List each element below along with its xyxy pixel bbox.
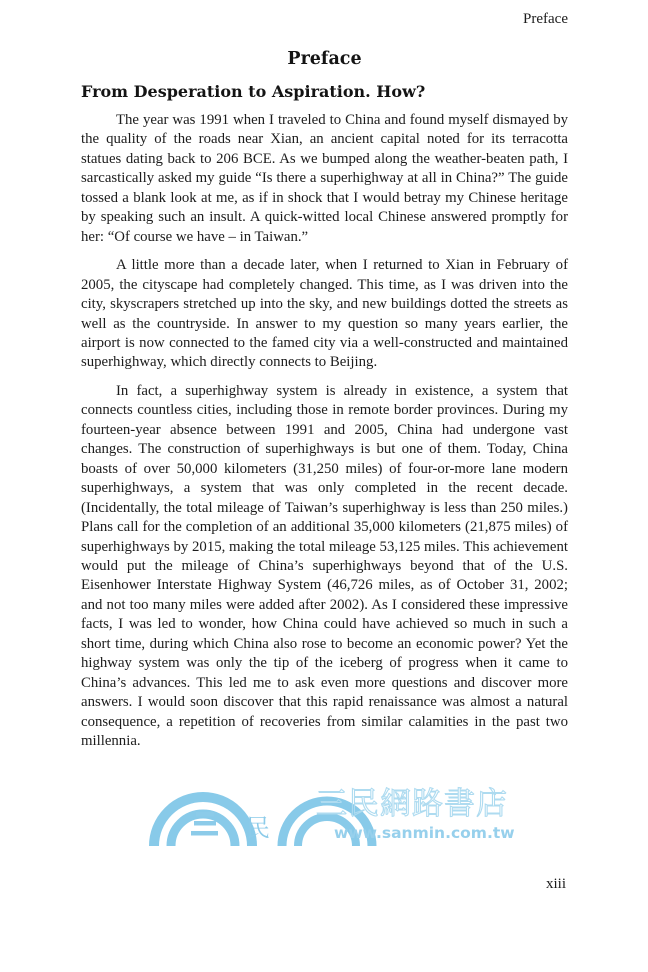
page-number: xiii: [545, 876, 566, 892]
sanmin-watermark: [140, 776, 560, 858]
paragraph: The year was 1991 when I traveled to China and found myself dismayed by the quality of the roads near Xian, an ancient capital noted for its terracotta statues dating back to 206 BCE. As we bumped along the weather-beaten path, I sarcastically asked my guide “Is there a superhighway at all in China?” The guide tossed a blank look at me, as if in shock that I would betray my Chinese heritage by speaking such an insult. A quick-witted local Chinese answered promptly for her: “Of course we have – in Taiwan.”: [81, 112, 568, 245]
body-text: [81, 111, 568, 752]
paragraph: In fact, a superhighway system is already in existence, a system that connects countless cities, including those in remote border provinces. During my fourteen-year absence between 1991 and 2005, China had undergone vast changes. The construction of superhighways is but one of them. Today, China boasts of over 50,000 kilometers (31,250 miles) of four-or-more lane modern superhighways, a system that was only completed in the recent decade. (Incidentally, the total mileage of Taiwan’s superhighway is less than 250 miles.) Plans call for the completion of an additional 35,000 kilometers (21,875 miles) of superhighways by 2015, making the total mileage 53,125 miles. This achievement would put the mileage of China’s superhighways beyond that of the U.S. Eisenhower Interstate Highway System (46,726 miles, as of October 31, 2002; and not too many miles were added after 2002). As I considered these impressive facts, I was led to wonder, how China could have achieved so much in such a short time, during which China also rose to become an economic power? Yet the highway system was only the tip of the iceberg of progress when it came to China’s advances. This led me to ask even more questions and discover more answers. I would soon discover that this rapid renaissance was almost a natural consequence, a repetition of recoveries from similar calamities in the past two millennia.: [81, 382, 568, 750]
section-heading: From Desperation to Aspiration. How?: [81, 82, 426, 101]
logo-min-glyph: 民: [246, 814, 270, 842]
page-title: Preface: [287, 49, 362, 69]
paragraph: A little more than a decade later, when I returned to Xian in February of 2005, the cityscape had completely changed. This time, as I was driven into the city, skyscrapers stretched up into the sky, and new buildings dotted the streets as well as the countryside. In answer to my question so many years earlier, the airport is now connected to the famed city via a well-constructed and maintained superhighway, which directly connects to Beijing.: [81, 257, 568, 371]
watermark-url: www.sanmin.com.tw: [334, 824, 515, 842]
watermark-site-name: 三民網路書店: [316, 786, 508, 822]
running-head: Preface: [523, 11, 568, 27]
